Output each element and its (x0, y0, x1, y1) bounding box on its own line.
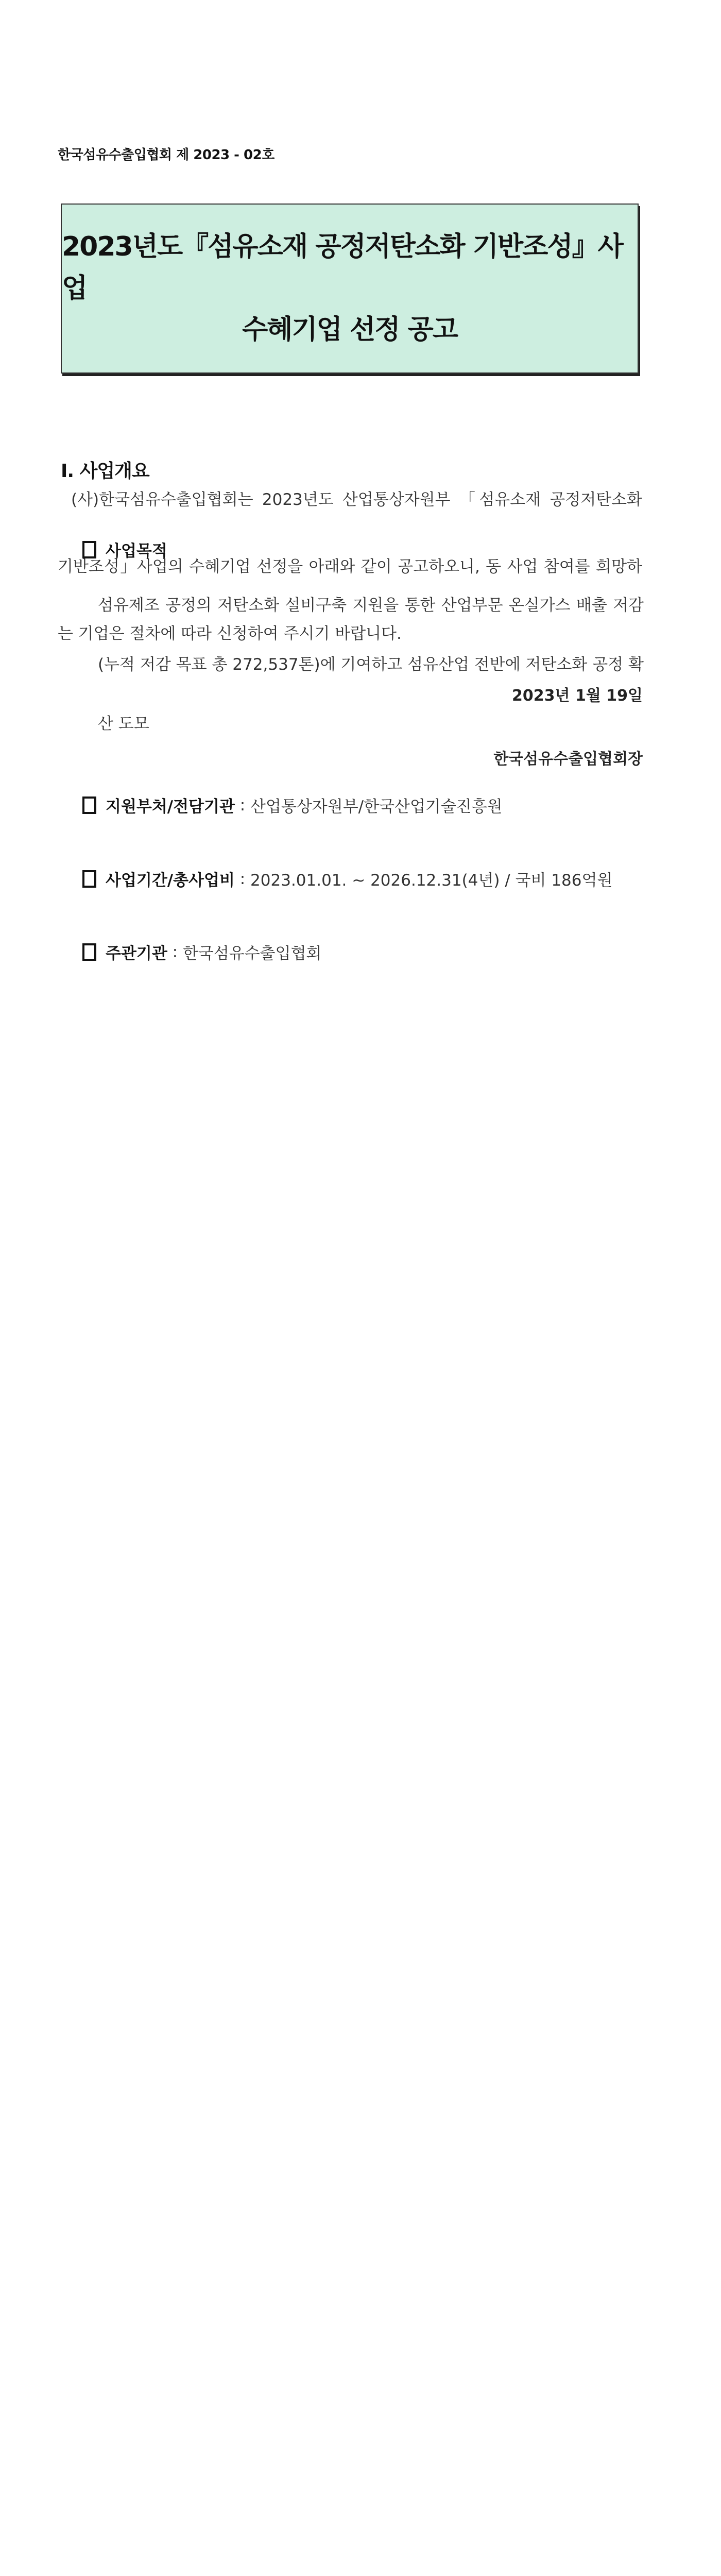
purpose-heading (82, 538, 167, 561)
period-row: 사업기간/총사업비 : 2023.01.01. ~ 2026.12.31(4년) / 국비 186억원 (82, 867, 612, 890)
section-1-title: Ⅰ. 사업개요 (61, 461, 149, 482)
host-value: 한국섬유수출입협회 (182, 944, 322, 963)
intro-text: (사)한국섬유수출입협회는 2023년도 산업통상자원부 「섬유소재 공정저탄소화 기반조성」사업의 수혜기업 선정을 아래와 같이 공고하오니, 동 사업 참여를 희망하는 기업은 절차에 따라 신청하여 주시기 바랍니다. (58, 490, 642, 643)
title-line-2: 수혜기업 선정 공고 (242, 314, 458, 346)
ministry-label: 지원부처/전담기관 (106, 798, 235, 816)
host-label: 주관기관 (106, 944, 167, 963)
purpose-text: 섬유제조 공정의 저탄소화 설비구축 지원을 통한 산업부문 온실가스 배출 저감(누적 저감 목표 총 272,537톤)에 기여하고 섬유산업 전반에 저탄소화 공정 확산 도모 (98, 596, 644, 733)
checkbox-icon (82, 796, 96, 814)
document-number: 한국섬유수출입협회 제 2023 - 02호 (58, 147, 274, 163)
host-row: 주관기관 : 한국섬유수출입협회 (82, 940, 321, 963)
ministry-value: 산업통상자원부/한국산업기술진흥원 (250, 798, 503, 816)
ministry-row: 지원부처/전담기관 : 산업통상자원부/한국산업기술진흥원 (82, 793, 503, 817)
checkbox-icon (82, 870, 96, 888)
period-value: 2023.01.01. ~ 2026.12.31(4년) / 국비 186억원 (250, 871, 613, 890)
checkbox-icon (82, 943, 96, 961)
period-label: 사업기간/총사업비 (106, 871, 235, 890)
checkbox-icon (82, 541, 96, 558)
title-line-1: 2023년도『섬유소재 공정저탄소화 기반조성』사업 (62, 231, 623, 304)
issue-date: 2023년 1월 19일 (512, 687, 643, 705)
issuer: 한국섬유수출입협회장 (493, 750, 643, 768)
purpose-label: 사업목적 (106, 542, 167, 561)
